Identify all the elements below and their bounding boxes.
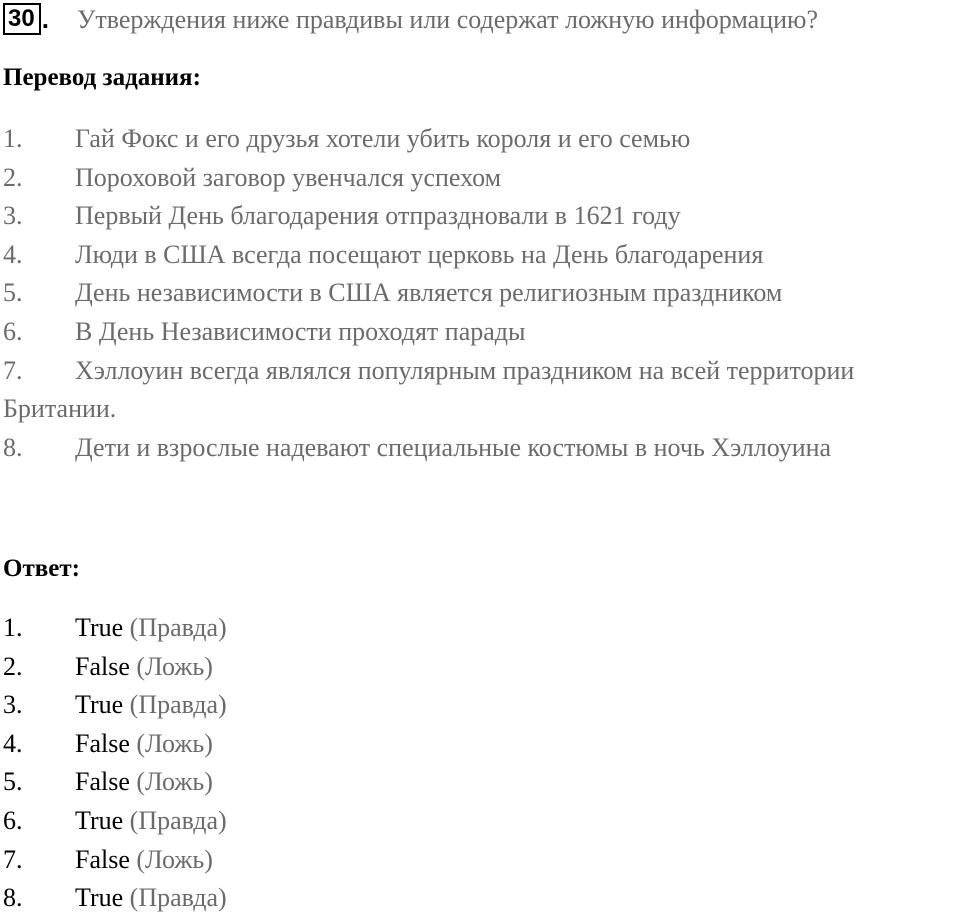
translation-item-number: 6. — [3, 316, 23, 346]
answer-item-number: 8. — [3, 883, 23, 913]
answer-item-number: 2. — [3, 651, 23, 681]
translation-item-number: 1. — [3, 124, 23, 153]
answer-item-text — [75, 648, 213, 687]
answer-item-number: 1. — [3, 613, 23, 642]
answer-word: False — [75, 767, 130, 797]
answer-item-number: 3. — [3, 690, 23, 720]
task-question: Утверждения ниже правдивы или содержат ложную информацию? — [77, 5, 818, 34]
answer-word: True — [75, 805, 124, 835]
translation-item-text: Хэллоуин всегда являлся популярным праздником на всей территории — [75, 355, 855, 385]
answer-gloss: (Ложь) — [136, 728, 213, 758]
translation-item-continuation: Британии. — [3, 394, 117, 424]
translation-item-text: В День Независимости проходят парады — [75, 316, 526, 346]
answer-item-text — [75, 879, 227, 918]
answer-word: False — [75, 728, 130, 758]
answer-word: True — [75, 613, 124, 642]
translation-item-text: Дети и взрослые надевают специальные костюмы в ночь Хэллоуина — [75, 432, 832, 462]
answer-item-text — [75, 802, 227, 841]
answer-item-number: 6. — [3, 805, 23, 835]
answer-gloss: (Правда) — [129, 883, 227, 913]
answer-item-text — [75, 609, 227, 648]
answer-item-text — [75, 841, 213, 880]
task-number-dot: . — [41, 4, 49, 34]
translation-item-number: 5. — [3, 278, 23, 308]
answer-item-number: 7. — [3, 844, 23, 874]
answer-word: False — [75, 844, 130, 874]
answer-gloss: (Ложь) — [136, 651, 213, 681]
answer-word: False — [75, 651, 130, 681]
answer-gloss: (Правда) — [129, 613, 227, 642]
translation-item-number: 7. — [3, 355, 23, 385]
answer-item-text — [75, 686, 227, 725]
translation-item-text: Пороховой заговор увенчался успехом — [75, 162, 502, 192]
translation-item-number: 3. — [3, 201, 23, 231]
translation-item-number: 4. — [3, 239, 23, 269]
answer-item-number: 5. — [3, 767, 23, 797]
answer-gloss: (Ложь) — [136, 844, 213, 874]
answer-item-number: 4. — [3, 728, 23, 758]
answer-item-text — [75, 725, 213, 764]
answer-gloss: (Правда) — [129, 805, 227, 835]
translation-heading: Перевод задания: — [3, 64, 201, 91]
answer-gloss: (Правда) — [129, 690, 227, 720]
answer-word: True — [75, 883, 124, 913]
translation-item-text: День независимости в США является религиозным праздником — [75, 278, 783, 308]
translation-item-text: Гай Фокс и его друзья хотели убить короля и его семью — [75, 124, 691, 153]
translation-item-text: Люди в США всегда посещают церковь на День благодарения — [75, 239, 764, 269]
translation-item-number: 8. — [3, 432, 23, 462]
answer-gloss: (Ложь) — [136, 767, 213, 797]
translation-item-number: 2. — [3, 162, 23, 192]
translation-item-text: Первый День благодарения отпраздновали в 1621 году — [75, 201, 681, 231]
task-number-badge: 30 — [3, 3, 41, 35]
task-header — [3, 2, 49, 36]
answer-item-text — [75, 763, 213, 802]
answer-heading: Ответ: — [3, 555, 80, 582]
answer-word: True — [75, 690, 124, 720]
